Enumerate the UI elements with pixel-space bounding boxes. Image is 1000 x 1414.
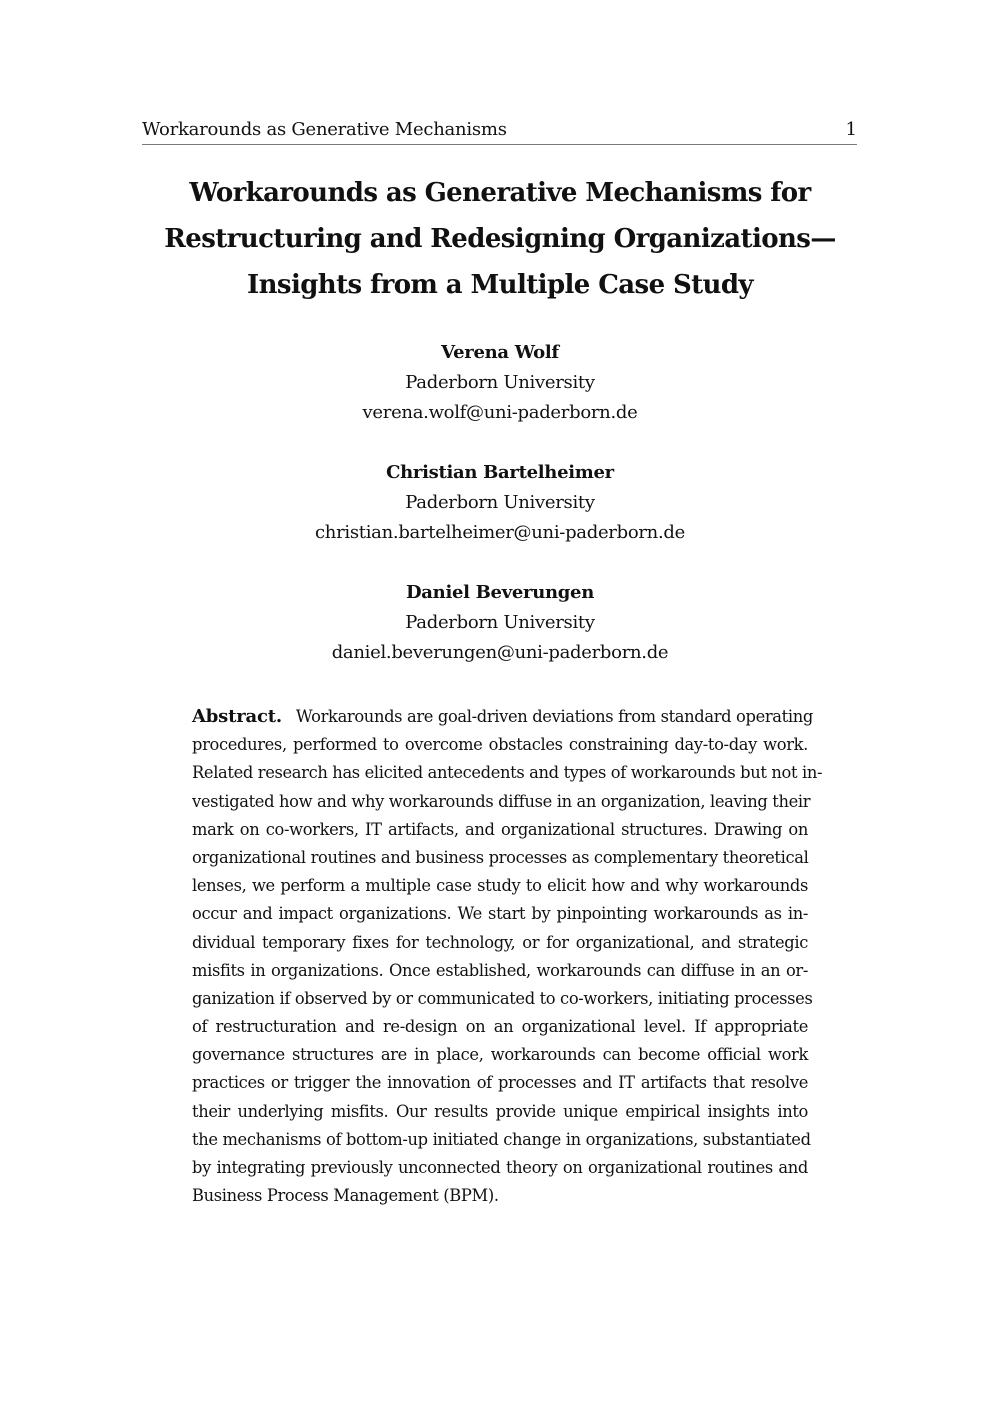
paper-title [150,170,850,308]
abstract-line: their underlying misfits. Our results provide unique empirical insights into [192,1101,808,1121]
abstract-line: lenses, we perform a multiple case study to elicit how and why workarounds [192,876,808,896]
abstract-label: Abstract. [192,706,282,727]
abstract-line: by integrating previously unconnected theory on organizational routines and [192,1158,808,1177]
abstract-line: the mechanisms of bottom-up initiated change in organizations, substantiated [192,1129,811,1149]
abstract-line: Business Process Management (BPM). [192,1186,499,1206]
abstract-line: practices or trigger the innovation of processes and IT artifacts that resolve [192,1073,808,1093]
abstract-line: of restructuration and re-design on an organizational level. If appropriate [192,1017,808,1037]
title-line: Workarounds as Generative Mechanisms for [189,178,811,208]
abstract-line: procedures, performed to overcome obstacles constraining day-to-day work. [192,735,808,755]
running-header-title: Workarounds as Generative Mechanisms [142,119,507,140]
author [150,578,850,668]
abstract-line-text: Workarounds are goal-driven deviations from standard operating [295,707,813,726]
abstract-line: organizational routines and business processes as complementary theoretical [192,847,809,867]
abstract-line: misfits in organizations. Once established, workarounds can diffuse in an or- [192,960,808,980]
abstract-line: governance structures are in place, workarounds can become official work [192,1045,808,1065]
author [150,338,850,428]
title-line: Restructuring and Redesigning Organizations— [164,224,836,254]
author-email: verena.wolf@uni-paderborn.de [362,402,638,423]
abstract [192,703,823,1210]
running-header [142,116,857,145]
author-affiliation: Paderborn University [405,492,595,513]
abstract-line: mark on co-workers, IT artifacts, and organizational structures. Drawing on [192,819,808,839]
author-name: Verena Wolf [441,342,559,363]
author-block [150,338,850,698]
abstract-line: occur and impact organizations. We start by pinpointing workarounds as in- [192,904,808,924]
abstract-line: ganization if observed by or communicated to co-workers, initiating processes [192,988,813,1008]
page-number: 1 [845,119,857,140]
author-affiliation: Paderborn University [405,372,595,393]
abstract-line: Related research has elicited antecedents and types of workarounds but not in- [192,763,823,783]
author-email: christian.bartelheimer@uni-paderborn.de [315,522,685,543]
abstract-line: dividual temporary fixes for technology, or for organizational, and strategic [192,932,808,952]
author-name: Christian Bartelheimer [386,462,614,483]
title-line: Insights from a Multiple Case Study [247,270,753,300]
author [150,458,850,548]
abstract-line [192,703,813,731]
abstract-line: vestigated how and why workarounds diffuse in an organization, leaving their [192,791,811,811]
author-name: Daniel Beverungen [405,582,594,603]
author-affiliation: Paderborn University [405,612,595,633]
author-email: daniel.beverungen@uni-paderborn.de [331,642,669,663]
